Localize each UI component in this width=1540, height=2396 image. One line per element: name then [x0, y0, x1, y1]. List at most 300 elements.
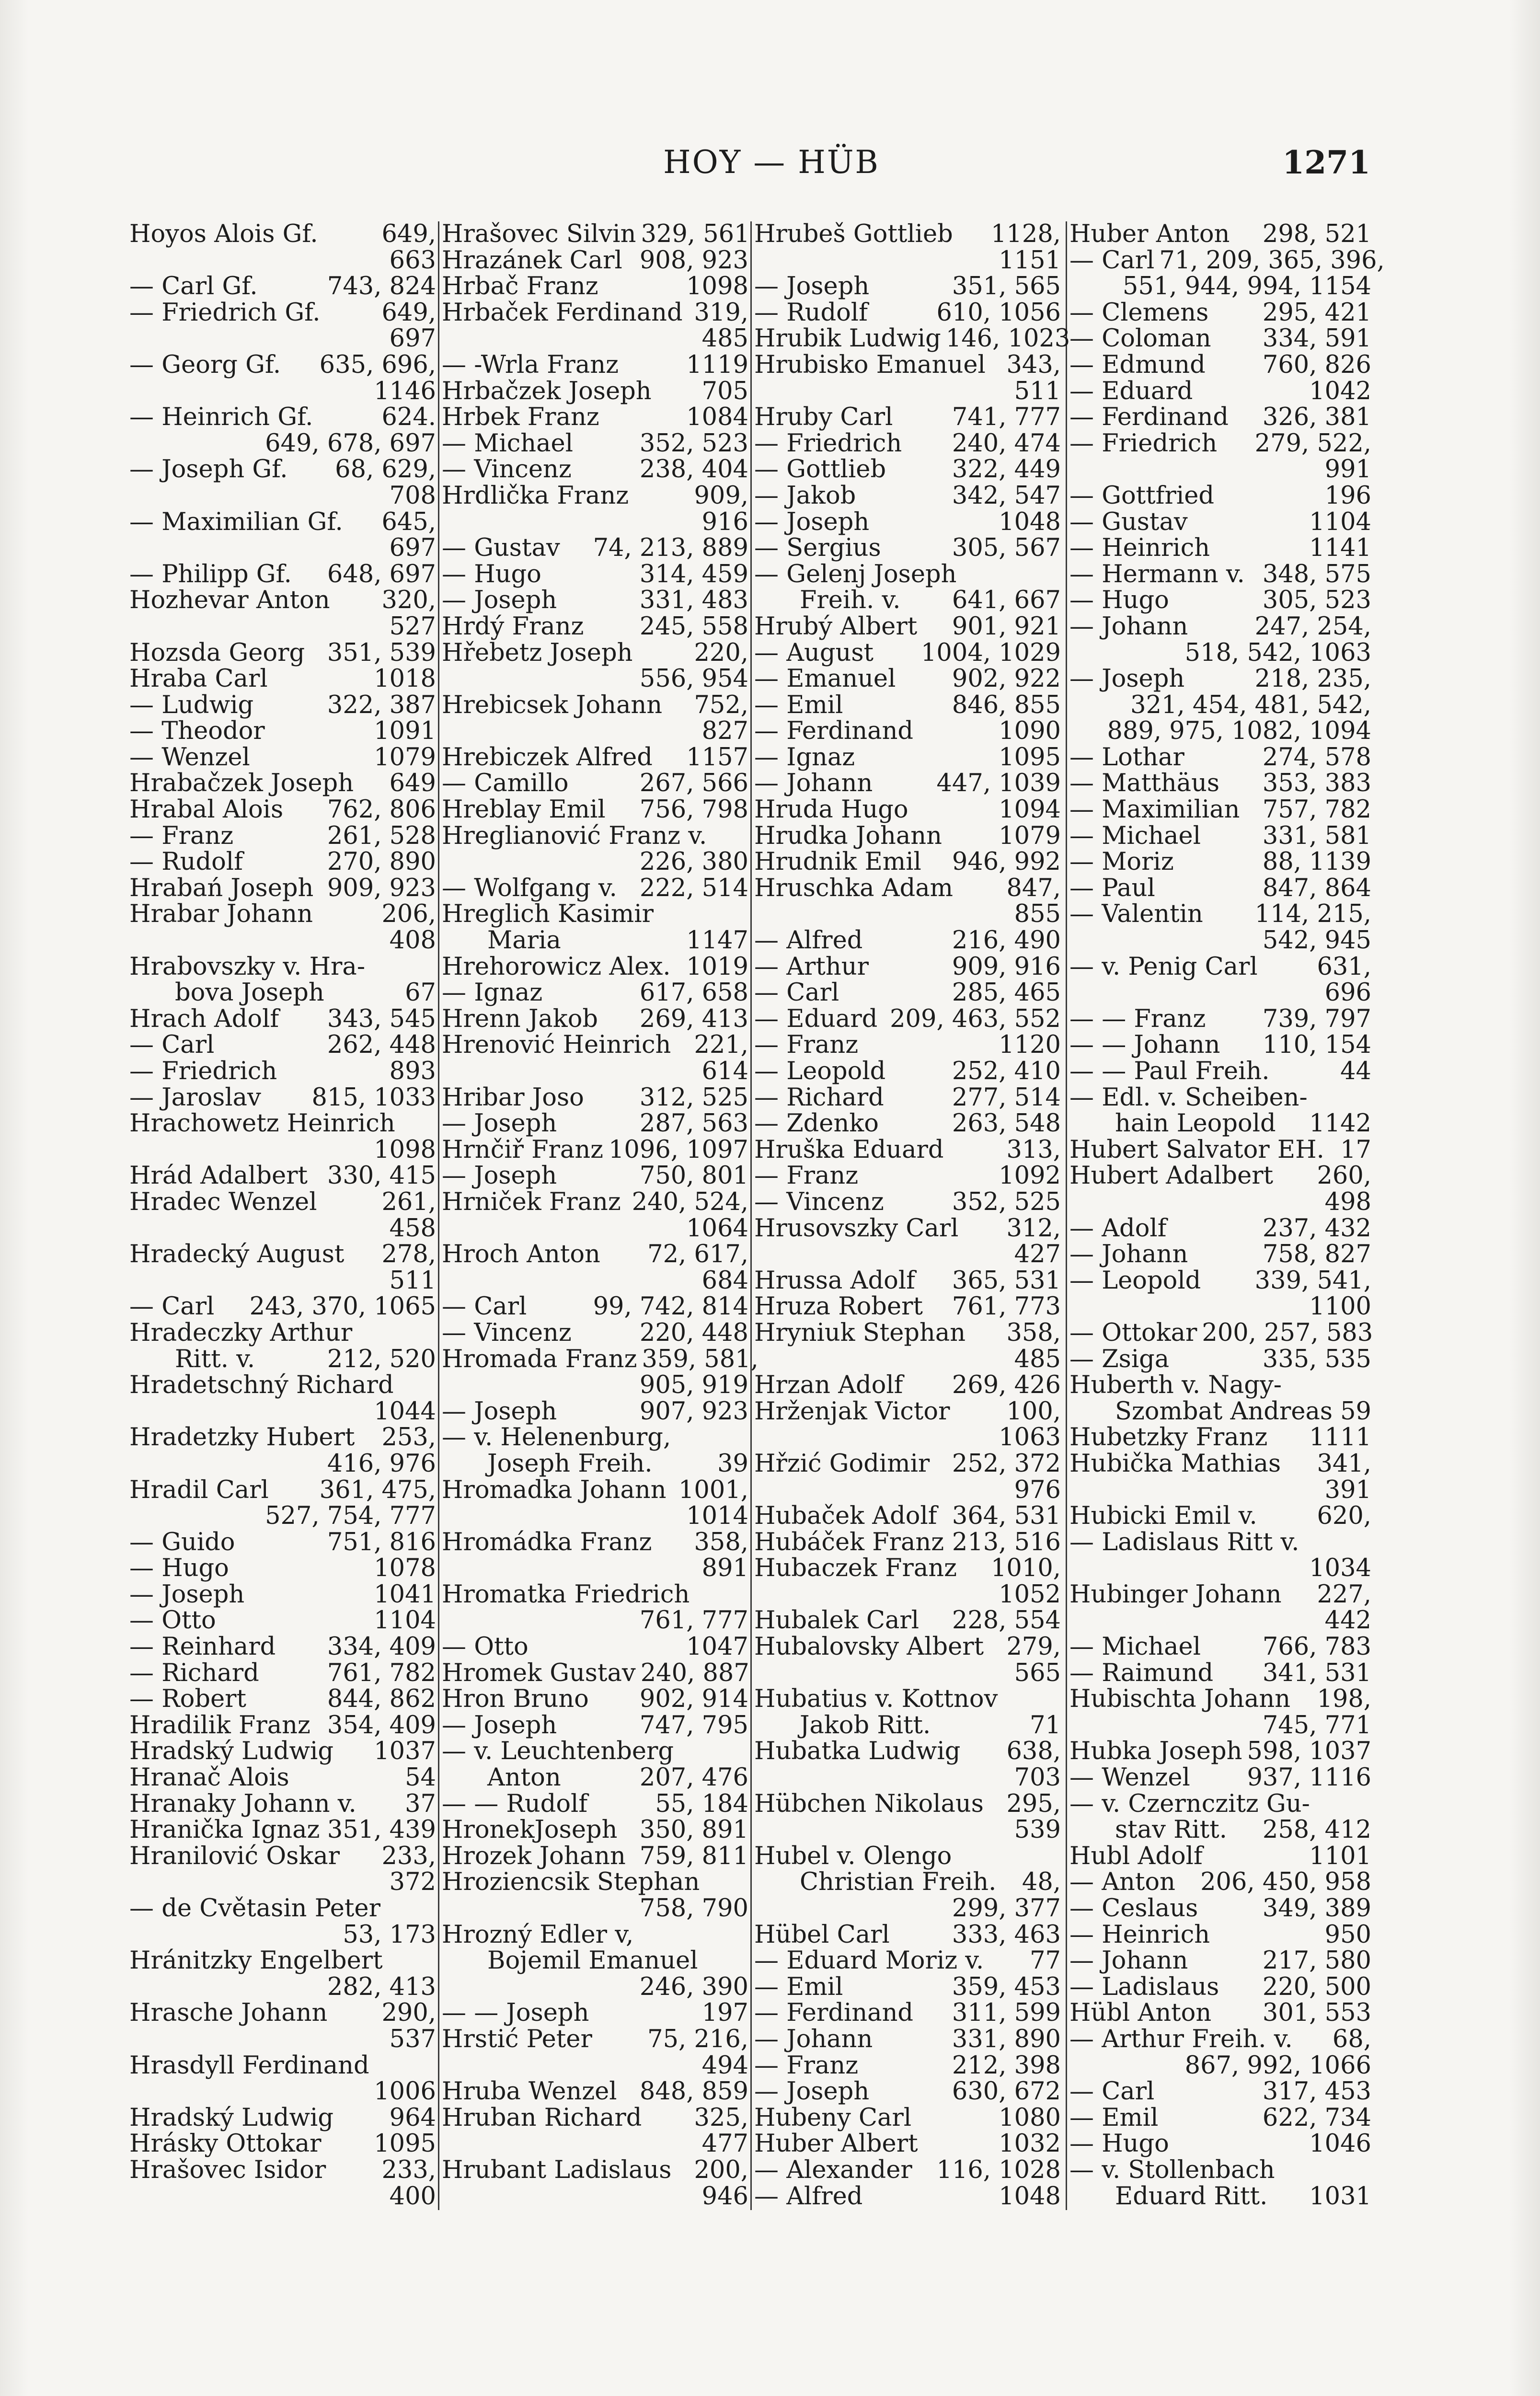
entry-name: Hrubý Albert — [754, 612, 918, 641]
entry-name: — Alfred — [754, 2182, 863, 2211]
index-entry — [754, 823, 1061, 850]
index-entry — [129, 1059, 436, 1085]
index-entry — [442, 379, 748, 405]
entry-pages: 39 — [717, 1449, 748, 1478]
index-entry — [754, 1137, 1061, 1163]
entry-name: Hrdlička Franz — [442, 481, 629, 510]
entry-pages: 212, 398 — [952, 2051, 1061, 2080]
index-column-3 — [754, 220, 1070, 2211]
entry-name: — Edmund — [1069, 350, 1206, 379]
index-entry — [129, 509, 436, 536]
entry-pages: 233, — [381, 1842, 436, 1870]
entry-pages: 1046 — [1309, 2130, 1371, 2158]
index-entry — [1069, 2079, 1371, 2105]
index-entry — [754, 640, 1061, 667]
entry-name: Hromadka Johann — [442, 1475, 667, 1504]
entry-pages: 358, — [694, 1528, 748, 1556]
entry-name: — Hugo — [129, 1554, 229, 1583]
entry-pages: 1090 — [999, 717, 1061, 746]
index-entry — [129, 1739, 436, 1765]
index-entry — [129, 666, 436, 692]
index-entry — [129, 797, 436, 823]
entry-pages — [744, 1425, 748, 1451]
index-entry — [442, 1922, 748, 1948]
index-entry — [1069, 980, 1371, 1006]
entry-name: Hradský Ludwig — [129, 2103, 333, 2132]
index-entry — [754, 928, 1061, 954]
index-entry — [129, 2131, 436, 2157]
index-entry — [442, 797, 748, 823]
entry-name: Hrbač Franz — [442, 272, 598, 301]
index-entry — [1069, 509, 1371, 536]
entry-pages: 146, 1023 — [945, 324, 1070, 353]
entry-name: Hroziencsik Stephan — [442, 1868, 700, 1897]
index-entry — [129, 640, 436, 667]
entry-name: — Leopold — [1069, 1266, 1201, 1295]
entry-pages: 648, 697 — [327, 560, 436, 588]
entry-pages: 1048 — [999, 2182, 1061, 2211]
entry-name: Hrachowetz Heinrich — [129, 1109, 395, 1138]
entry-pages: 99, 742, 814 — [593, 1292, 748, 1321]
index-entry — [754, 1739, 1061, 1765]
index-entry — [129, 352, 436, 379]
entry-name: Hrazánek Carl — [442, 246, 622, 275]
entry-pages: 198, — [1317, 1685, 1371, 1714]
index-entry — [754, 1974, 1061, 2001]
entry-pages: 905, 919 — [639, 1371, 748, 1400]
entry-pages: 610, 1056 — [936, 298, 1061, 327]
entry-pages: 416, 976 — [327, 1449, 436, 1478]
entry-pages: 901, 921 — [952, 612, 1061, 641]
index-entry — [129, 1713, 436, 1739]
index-entry — [442, 823, 748, 850]
index-entry — [754, 324, 1070, 353]
index-entry — [442, 1686, 748, 1713]
entry-pages: 233, — [381, 2155, 436, 2184]
entry-pages: 1096, 1097 — [608, 1135, 748, 1164]
entry-pages: 1079 — [999, 821, 1061, 850]
index-entry — [129, 1503, 436, 1530]
entry-name: Hrebicsek Johann — [442, 691, 663, 719]
entry-name: — Friedrich — [129, 1057, 277, 1085]
index-entry — [1069, 692, 1371, 719]
entry-pages: 902, 914 — [639, 1685, 748, 1714]
entry-name: Hruschka Adam — [754, 874, 954, 902]
entry-pages: 319, — [694, 298, 748, 327]
index-entry — [442, 274, 748, 300]
index-entry — [129, 587, 436, 614]
entry-pages: 756, 798 — [639, 795, 748, 824]
index-entry — [442, 1582, 748, 1608]
entry-name: — Heinrich — [1069, 534, 1210, 563]
entry-pages: 312, — [1006, 1214, 1061, 1243]
index-entry — [754, 2027, 1061, 2053]
entry-name: Hrudnik Emil — [754, 848, 921, 876]
index-entry — [754, 562, 1061, 588]
index-entry — [442, 1791, 748, 1818]
entry-name: Anton — [487, 1763, 561, 1792]
index-entry — [754, 431, 1061, 457]
entry-pages: 240, 887 — [640, 1659, 749, 1687]
index-entry — [442, 1242, 748, 1268]
index-entry — [442, 1345, 759, 1373]
entry-pages: 341, — [1317, 1449, 1371, 1478]
entry-pages: 537 — [389, 2025, 436, 2053]
entry-pages: 220, 500 — [1262, 1972, 1371, 2001]
entry-name: Hoyos Alois Gf. — [129, 220, 318, 248]
index-entry — [129, 823, 436, 850]
entry-name: — Ladislaus Ritt v. — [1069, 1528, 1299, 1556]
entry-name: — Emil — [1069, 2103, 1159, 2132]
entry-pages: 1063 — [999, 1423, 1061, 1452]
index-entry — [1069, 2184, 1371, 2210]
index-entry — [442, 1216, 748, 1242]
entry-pages: 1004, 1029 — [920, 638, 1061, 667]
entry-pages: 391 — [1324, 1475, 1371, 1504]
entry-pages: 458 — [389, 1214, 436, 1243]
entry-pages: 1037 — [374, 1737, 436, 1766]
entry-name: Hrudka Johann — [754, 821, 942, 850]
index-entry — [754, 1948, 1061, 1974]
entry-name: — Carl — [754, 979, 839, 1007]
entry-pages: 867, 992, 1066 — [1184, 2051, 1371, 2080]
index-entry — [754, 457, 1061, 483]
entry-pages: 331, 581 — [1262, 821, 1371, 850]
index-entry — [1069, 274, 1371, 300]
index-entry — [442, 1111, 748, 1137]
entry-pages: 222, 514 — [639, 874, 748, 902]
entry-name: — Georg Gf. — [129, 350, 281, 379]
entry-pages: 747, 795 — [639, 1711, 748, 1739]
entry-pages: 400 — [389, 2182, 436, 2211]
entry-name: Hubaczek Franz — [754, 1554, 957, 1583]
entry-name: Joseph Freih. — [487, 1449, 653, 1478]
index-entry — [442, 431, 748, 457]
index-entry — [129, 1791, 436, 1818]
entry-name: — Vincenz — [442, 455, 572, 484]
entry-name: Hraba Carl — [129, 665, 268, 693]
index-entry — [129, 1974, 436, 2001]
entry-pages: 209, 463, 552 — [890, 1004, 1061, 1033]
index-entry — [442, 875, 748, 902]
entry-name: Hranička Ignaz — [129, 1816, 320, 1844]
entry-name: Hrusovszky Carl — [754, 1214, 959, 1243]
index-entry — [1069, 379, 1371, 405]
entry-pages: 762, 806 — [327, 795, 436, 824]
entry-name: Hrozný Edler v, — [442, 1920, 634, 1949]
entry-pages: 1146 — [374, 377, 436, 405]
entry-pages: 847, 864 — [1262, 874, 1371, 902]
index-entry — [129, 2027, 436, 2053]
entry-pages: 946, 992 — [952, 848, 1061, 876]
entry-name: Hrebiczek Alfred — [442, 743, 653, 772]
entry-name: Hrubik Ludwig — [754, 324, 941, 353]
entry-pages: 976 — [1014, 1475, 1061, 1504]
entry-pages — [744, 1582, 748, 1608]
entry-pages: 1095 — [999, 743, 1061, 772]
entry-name: Hrabačzek Joseph — [129, 769, 354, 798]
entry-name: Hozsda Georg — [129, 638, 305, 667]
entry-pages: 758, 790 — [639, 1894, 748, 1923]
entry-pages: 1042 — [1309, 377, 1371, 405]
index-entry — [129, 692, 436, 719]
entry-pages: 649, 678, 697 — [265, 429, 436, 458]
entry-pages: 269, 426 — [952, 1371, 1061, 1400]
index-entry — [129, 928, 436, 954]
index-entry — [129, 771, 436, 797]
entry-name: HronekJoseph — [442, 1816, 618, 1844]
index-entry — [129, 1634, 436, 1660]
index-entry — [754, 587, 1061, 614]
entry-pages: 352, 523 — [639, 429, 748, 458]
index-entry — [1069, 1111, 1371, 1137]
entry-name: — Johann — [1069, 1240, 1188, 1269]
entry-name: — Carl — [1069, 2077, 1155, 2106]
index-entry — [129, 1268, 436, 1294]
entry-name: — Joseph — [754, 507, 870, 536]
entry-name: Jakob Ritt. — [800, 1711, 931, 1739]
entry-pages: 206, 450, 958 — [1200, 1868, 1371, 1897]
entry-name: Hrženjak Victor — [754, 1397, 950, 1426]
entry-pages: 100, — [1006, 1397, 1061, 1426]
entry-name: Hubel v. Olengo — [754, 1842, 952, 1870]
entry-pages: 1079 — [374, 743, 436, 772]
index-entry — [129, 1660, 436, 1687]
index-entry — [1069, 1608, 1371, 1634]
entry-name: Hrasdyll Ferdinand — [129, 2051, 369, 2080]
index-entry — [754, 614, 1061, 640]
entry-name: — — Johann — [1069, 1031, 1220, 1060]
index-entry — [754, 2000, 1061, 2027]
entry-pages: 1100 — [1309, 1292, 1371, 1321]
entry-pages: 1104 — [374, 1606, 436, 1635]
entry-pages: 282, 413 — [327, 1972, 436, 2001]
index-entry — [442, 1530, 748, 1556]
entry-pages: 485 — [1014, 1345, 1061, 1373]
index-entry — [442, 771, 748, 797]
index-entry — [754, 352, 1061, 379]
index-entry — [129, 980, 436, 1006]
entry-pages: 72, 617, — [647, 1240, 748, 1269]
entry-pages: 277, 514 — [952, 1083, 1061, 1112]
entry-name: — Ludwig — [129, 691, 254, 719]
entry-pages: 909, 916 — [952, 952, 1061, 981]
entry-name: Hrbek Franz — [442, 403, 599, 432]
entry-name: — v. Czernczitz Gu- — [1069, 1789, 1310, 1818]
index-entry — [754, 404, 1061, 431]
entry-name: — Ignaz — [442, 979, 543, 1007]
entry-name: Hubatka Ludwig — [754, 1737, 961, 1766]
entry-name: — Ignaz — [754, 743, 855, 772]
entry-name: Hubl Adolf — [1069, 1842, 1203, 1870]
index-entry — [1069, 1372, 1371, 1399]
index-entry — [129, 2053, 436, 2079]
entry-pages: 946 — [701, 2182, 748, 2211]
entry-pages: 359, 581, — [642, 1345, 759, 1373]
entry-name: — Guido — [129, 1528, 235, 1556]
entry-name: — -Wrla Franz — [442, 350, 619, 379]
index-entry — [442, 1163, 748, 1189]
entry-name: — Hugo — [442, 560, 541, 588]
index-entry — [754, 875, 1061, 902]
entry-pages: 213, 516 — [952, 1528, 1061, 1556]
column-divider — [438, 221, 439, 2210]
index-entry — [442, 1660, 748, 1687]
entry-name: Hradský Ludwig — [129, 1737, 333, 1766]
entry-pages: 334, 591 — [1262, 324, 1371, 353]
index-entry — [754, 1686, 1061, 1713]
index-entry — [129, 1032, 436, 1059]
index-entry — [1069, 1686, 1371, 1713]
entry-name: — Joseph — [442, 1397, 557, 1426]
entry-pages: 1095 — [374, 2130, 436, 2158]
entry-pages: 342, 547 — [952, 481, 1061, 510]
index-entry — [754, 1059, 1061, 1085]
entry-pages: 1101 — [1309, 1842, 1371, 1870]
entry-pages — [431, 1320, 436, 1347]
entry-name: — Joseph Gf. — [129, 455, 288, 484]
index-entry — [754, 2157, 1061, 2184]
entry-name: Hrabań Joseph — [129, 874, 314, 902]
entry-name: — August — [754, 638, 874, 667]
entry-name: — Valentin — [1069, 900, 1203, 929]
entry-name: Hradilik Franz — [129, 1711, 310, 1739]
index-entry — [754, 1242, 1061, 1268]
index-entry — [1069, 1477, 1371, 1504]
index-entry — [1069, 300, 1371, 326]
entry-pages — [1056, 1686, 1061, 1713]
index-entry — [129, 379, 436, 405]
entry-name: — Zsiga — [1069, 1345, 1170, 1373]
entry-name: — Carl — [129, 1031, 215, 1060]
index-entry — [442, 352, 748, 379]
entry-pages: 542, 945 — [1262, 926, 1371, 955]
entry-name: — Arthur Freih. v. — [1069, 2025, 1293, 2053]
entry-pages: 226, 380 — [639, 848, 748, 876]
index-entry — [442, 1085, 748, 1111]
index-entry — [1069, 901, 1371, 928]
index-entry — [442, 509, 748, 536]
entry-name: — Richard — [129, 1659, 259, 1687]
entry-name: Hruba Wenzel — [442, 2077, 617, 2106]
entry-name: Hrašovec Silvin — [442, 220, 636, 248]
entry-pages: 54 — [405, 1763, 436, 1792]
index-entry — [129, 1137, 436, 1163]
entry-pages — [744, 1922, 748, 1948]
entry-pages: 1044 — [374, 1397, 436, 1426]
entry-name: Hruby Carl — [754, 403, 893, 432]
index-entry — [129, 431, 436, 457]
entry-name: — Emil — [754, 691, 843, 719]
entry-pages: 290, — [381, 1999, 436, 2027]
entry-pages: 247, 254, — [1254, 612, 1371, 641]
index-entry — [754, 797, 1061, 823]
entry-name: Szombat Andreas — [1115, 1397, 1333, 1426]
entry-pages: 240, 474 — [952, 429, 1061, 458]
index-entry — [129, 1347, 436, 1373]
index-entry — [1069, 2105, 1371, 2131]
index-entry — [442, 692, 748, 719]
entry-pages: 815, 1033 — [311, 1083, 436, 1112]
entry-name: — Friedrich — [1069, 429, 1218, 458]
index-entry — [442, 2053, 748, 2079]
entry-name: — Zdenko — [754, 1109, 879, 1138]
entry-pages: 630, 672 — [952, 2077, 1061, 2106]
index-entry — [129, 1451, 436, 1477]
index-entry — [129, 274, 436, 300]
entry-pages: 320, — [381, 586, 436, 615]
entry-pages — [1056, 1843, 1061, 1870]
entry-name: — Reinhard — [129, 1633, 276, 1661]
entry-pages: 827 — [701, 717, 748, 746]
entry-pages: 697 — [389, 534, 436, 563]
entry-name: Hruza Robert — [754, 1292, 923, 1321]
entry-name: — Carl — [442, 1292, 527, 1321]
index-entry — [129, 1189, 436, 1216]
index-entry — [442, 954, 748, 980]
entry-name: — Hugo — [1069, 2130, 1169, 2158]
entry-pages: 855 — [1014, 900, 1061, 929]
entry-pages: 991 — [1324, 455, 1371, 484]
index-entry — [1069, 1634, 1371, 1660]
entry-pages: 511 — [1014, 377, 1061, 405]
index-entry — [754, 535, 1061, 562]
entry-name: Eduard Ritt. — [1115, 2182, 1268, 2211]
entry-pages: 1052 — [999, 1580, 1061, 1609]
entry-pages: 279, — [1006, 1633, 1061, 1661]
index-entry — [1069, 1896, 1371, 1922]
index-entry — [1069, 2053, 1371, 2079]
entry-name: Hribar Joso — [442, 1083, 584, 1112]
index-entry — [1069, 1869, 1371, 1896]
index-entry — [754, 1477, 1061, 1504]
entry-pages: 262, 448 — [327, 1031, 436, 1060]
entry-pages: 312, 525 — [639, 1083, 748, 1112]
index-entry — [754, 1791, 1061, 1818]
entry-pages: 909, 923 — [327, 874, 436, 902]
index-entry — [1069, 431, 1371, 457]
entry-pages: 333, 463 — [952, 1920, 1061, 1949]
index-entry — [1069, 1268, 1371, 1294]
index-entry — [1069, 483, 1371, 509]
entry-pages: 645, — [381, 507, 436, 536]
index-entry — [129, 2105, 436, 2131]
index-entry — [442, 2000, 748, 2027]
entry-name: — Eduard — [1069, 377, 1193, 405]
entry-name: — Joseph — [1069, 665, 1185, 693]
entry-pages: 53, 173 — [343, 1920, 436, 1949]
entry-pages: 598, 1037 — [1247, 1737, 1372, 1766]
entry-pages: 354, 409 — [327, 1711, 436, 1739]
index-entry — [1069, 771, 1371, 797]
index-entry — [1069, 2000, 1371, 2027]
entry-name: Hřebetz Joseph — [442, 638, 633, 667]
index-entry — [1069, 1189, 1371, 1216]
index-entry — [1069, 535, 1371, 562]
entry-pages — [744, 1869, 748, 1896]
entry-name: stav Ritt. — [1115, 1816, 1228, 1844]
entry-name: Hubinger Johann — [1069, 1580, 1282, 1609]
index-entry — [442, 2027, 748, 2053]
index-entry — [754, 980, 1061, 1006]
index-entry — [442, 1032, 748, 1059]
entry-name: — de Cvětasin Peter — [129, 1894, 380, 1923]
entry-pages: 1019 — [686, 952, 748, 981]
entry-pages: 624. — [381, 403, 436, 432]
entry-name: Hübl Anton — [1069, 1999, 1212, 2027]
index-entry — [442, 1739, 748, 1765]
index-entry — [754, 1530, 1061, 1556]
